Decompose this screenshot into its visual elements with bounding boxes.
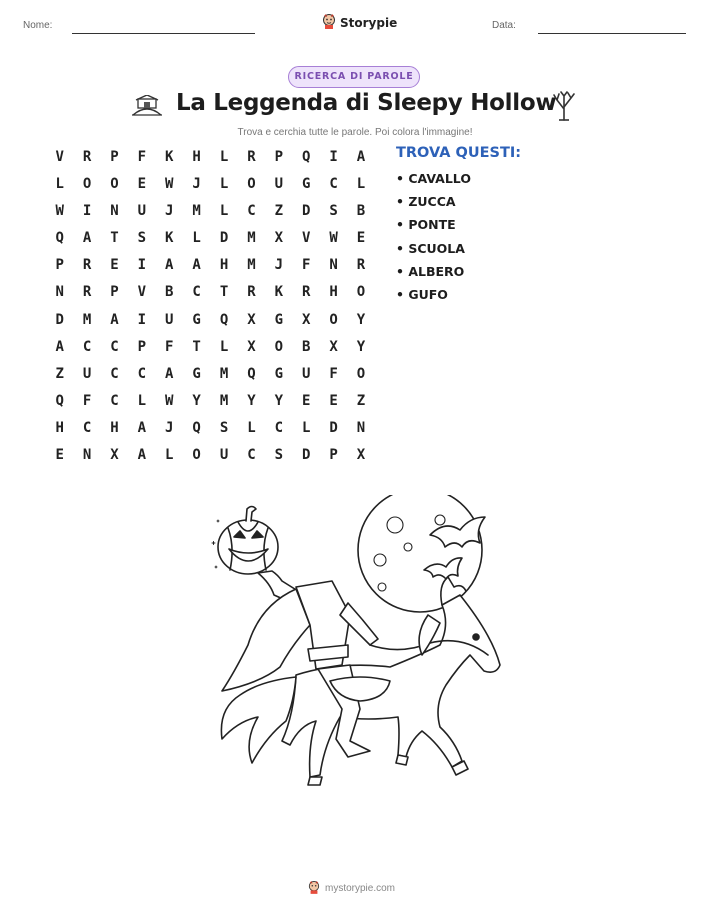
grid-letter[interactable]: G	[192, 311, 201, 328]
grid-letter[interactable]: G	[192, 365, 201, 382]
grid-letter[interactable]: V	[137, 284, 147, 301]
grid-letter[interactable]: O	[356, 284, 366, 301]
grid-letter[interactable]: C	[82, 338, 92, 355]
grid-letter[interactable]: J	[274, 257, 284, 274]
grid-letter[interactable]: R	[82, 284, 92, 301]
grid-letter[interactable]: J	[165, 419, 174, 436]
grid-letter[interactable]: N	[356, 419, 366, 436]
grid-letter[interactable]: U	[219, 447, 229, 464]
grid-letter[interactable]: A	[137, 419, 147, 436]
grid-letter[interactable]: L	[55, 176, 64, 193]
grid-letter[interactable]: Q	[247, 365, 256, 382]
brand-name: Storypie	[340, 15, 398, 30]
grid-letter[interactable]: G	[274, 311, 284, 328]
grid-letter[interactable]: A	[165, 365, 174, 382]
grid-letter[interactable]: C	[82, 419, 92, 436]
grid-letter[interactable]: A	[165, 257, 174, 274]
grid-letter[interactable]: U	[301, 365, 311, 382]
worksheet-type-badge: RICERCA DI PAROLE	[288, 66, 420, 88]
grid-letter[interactable]: A	[82, 230, 92, 247]
grid-row	[46, 420, 375, 447]
grid-row	[46, 393, 375, 420]
page-title: La Leggenda di Sleepy Hollow	[176, 90, 557, 116]
grid-letter[interactable]: M	[247, 230, 256, 247]
grid-letter[interactable]: L	[137, 392, 147, 409]
grid-letter[interactable]: X	[247, 338, 256, 355]
grid-letter[interactable]: X	[356, 447, 366, 464]
word-list-item: • SCUOLA	[396, 240, 465, 256]
grid-letter[interactable]: N	[82, 447, 92, 464]
grid-letter[interactable]: K	[165, 230, 174, 247]
grid-letter[interactable]: D	[219, 230, 229, 247]
grid-row	[46, 284, 375, 311]
grid-letter[interactable]: C	[274, 419, 284, 436]
grid-letter[interactable]: Y	[192, 392, 201, 409]
grid-letter[interactable]: W	[165, 176, 174, 193]
grid-letter[interactable]: J	[165, 203, 174, 220]
grid-letter[interactable]: H	[55, 419, 64, 436]
grid-letter[interactable]: B	[165, 284, 174, 301]
footer	[308, 880, 395, 897]
word-list-item: • PONTE	[396, 217, 456, 233]
grid-letter[interactable]: V	[301, 230, 311, 247]
grid-letter[interactable]: P	[110, 149, 119, 165]
grid-letter[interactable]: F	[137, 149, 147, 165]
grid-letter[interactable]: E	[137, 176, 147, 193]
word-list-item: • GUFO	[396, 286, 448, 302]
grid-letter[interactable]: L	[301, 419, 311, 436]
grid-letter[interactable]: A	[137, 447, 147, 464]
grid-letter[interactable]: G	[274, 365, 284, 382]
grid-letter[interactable]: S	[329, 203, 338, 220]
word-search-grid[interactable]	[46, 149, 375, 474]
jack-o-lantern-icon	[218, 507, 278, 575]
brand-logo	[322, 13, 397, 32]
grid-letter[interactable]: Z	[356, 392, 366, 409]
grid-letter[interactable]: F	[82, 392, 92, 409]
grid-letter[interactable]: W	[165, 392, 174, 409]
grid-letter[interactable]: H	[329, 284, 338, 301]
grid-letter[interactable]: H	[110, 419, 119, 436]
grid-row	[46, 257, 375, 284]
grid-letter[interactable]: C	[110, 392, 119, 409]
grid-letter[interactable]: M	[82, 311, 92, 328]
grid-letter[interactable]: P	[55, 257, 64, 274]
grid-letter[interactable]: S	[219, 419, 229, 436]
grid-letter[interactable]: R	[356, 257, 366, 274]
grid-row	[46, 447, 375, 474]
grid-letter[interactable]: I	[137, 257, 147, 274]
grid-letter[interactable]: Y	[356, 338, 366, 355]
grid-letter[interactable]: L	[219, 203, 229, 220]
grid-letter[interactable]: C	[247, 203, 256, 220]
grid-letter[interactable]: E	[110, 257, 119, 274]
grid-row	[46, 203, 375, 230]
grid-letter[interactable]: O	[247, 176, 256, 193]
grid-letter[interactable]: L	[219, 176, 229, 193]
grid-letter[interactable]: B	[356, 203, 366, 220]
grid-letter[interactable]: F	[165, 338, 174, 355]
grid-letter[interactable]: G	[301, 176, 311, 193]
grid-letter[interactable]: A	[192, 257, 201, 274]
grid-letter[interactable]: L	[247, 419, 256, 436]
grid-letter[interactable]: S	[274, 447, 284, 464]
grid-letter[interactable]: C	[329, 176, 338, 193]
grid-letter[interactable]: X	[247, 311, 256, 328]
grid-letter[interactable]: Q	[219, 311, 229, 328]
grid-letter[interactable]: D	[301, 447, 311, 464]
grid-letter[interactable]: P	[274, 149, 284, 165]
bare-tree-icon	[550, 91, 578, 125]
grid-letter[interactable]: L	[192, 230, 201, 247]
date-line	[538, 33, 686, 34]
grid-letter[interactable]: R	[82, 149, 92, 165]
instructions: Trova e cerchia tutte le parole. Poi colora l'immagine!	[237, 127, 473, 138]
grid-letter[interactable]: E	[301, 392, 311, 409]
grid-letter[interactable]: F	[329, 365, 338, 382]
storypie-mascot-icon	[308, 880, 320, 897]
grid-letter[interactable]: I	[82, 203, 92, 220]
grid-letter[interactable]: E	[356, 230, 366, 247]
grid-letter[interactable]: F	[301, 257, 311, 274]
grid-letter[interactable]: R	[247, 284, 256, 301]
grid-letter[interactable]: P	[137, 338, 147, 355]
grid-letter[interactable]: E	[329, 392, 338, 409]
grid-letter[interactable]: H	[192, 149, 201, 165]
grid-letter[interactable]: A	[55, 338, 64, 355]
headless-horseman-coloring-illustration	[200, 495, 520, 799]
footer-url[interactable]: mystorypie.com	[325, 883, 396, 894]
grid-letter[interactable]: C	[110, 365, 119, 382]
grid-letter[interactable]: U	[274, 176, 284, 193]
grid-letter[interactable]: Q	[192, 419, 201, 436]
word-list-item: • ZUCCA	[396, 194, 456, 210]
grid-letter[interactable]: O	[192, 447, 201, 464]
grid-letter[interactable]: C	[137, 365, 147, 382]
grid-letter[interactable]: E	[55, 447, 64, 464]
grid-letter[interactable]: S	[137, 230, 147, 247]
grid-letter[interactable]: R	[301, 284, 311, 301]
grid-letter[interactable]: C	[192, 284, 201, 301]
grid-letter[interactable]: Q	[55, 230, 64, 247]
date-label: Data:	[492, 20, 516, 31]
grid-letter[interactable]: M	[247, 257, 256, 274]
storypie-mascot-icon	[322, 13, 336, 32]
grid-letter[interactable]: Y	[274, 392, 284, 409]
name-label: Nome:	[23, 20, 53, 31]
grid-row	[46, 149, 375, 176]
grid-letter[interactable]: Y	[247, 392, 256, 409]
grid-letter[interactable]: K	[165, 149, 174, 165]
grid-letter[interactable]: V	[55, 149, 64, 165]
grid-letter[interactable]: O	[274, 338, 284, 355]
grid-letter[interactable]: O	[329, 311, 338, 328]
grid-letter[interactable]: M	[192, 203, 201, 220]
grid-letter[interactable]: H	[219, 257, 229, 274]
word-list-title: TROVA QUESTI:	[396, 145, 522, 161]
grid-letter[interactable]: L	[165, 447, 174, 464]
grid-letter[interactable]: P	[110, 284, 119, 301]
grid-letter[interactable]: L	[356, 176, 366, 193]
grid-letter[interactable]: W	[329, 230, 338, 247]
grid-letter[interactable]: O	[82, 176, 92, 193]
grid-row	[46, 176, 375, 203]
grid-letter[interactable]: D	[329, 419, 338, 436]
grid-letter[interactable]: T	[192, 338, 201, 355]
grid-letter[interactable]: Q	[55, 392, 64, 409]
covered-bridge-icon	[131, 95, 163, 121]
grid-letter[interactable]: P	[329, 447, 338, 464]
grid-letter[interactable]: Q	[301, 149, 311, 165]
grid-letter[interactable]: Z	[55, 365, 64, 382]
name-line	[72, 33, 255, 34]
grid-letter[interactable]: X	[274, 230, 284, 247]
grid-letter[interactable]: Z	[274, 203, 284, 220]
grid-letter[interactable]: W	[55, 203, 64, 220]
grid-letter[interactable]: J	[192, 176, 201, 193]
grid-letter[interactable]: A	[110, 311, 119, 328]
grid-letter[interactable]: U	[137, 203, 147, 220]
grid-letter[interactable]: T	[219, 284, 229, 301]
grid-letter[interactable]: D	[301, 203, 311, 220]
grid-letter[interactable]: X	[329, 338, 338, 355]
word-list-item: • CAVALLO	[396, 171, 471, 186]
grid-letter[interactable]: D	[55, 311, 64, 328]
grid-letter[interactable]: C	[110, 338, 119, 355]
word-list-item: • ALBERO	[396, 263, 465, 279]
grid-letter[interactable]: N	[110, 203, 119, 220]
grid-letter[interactable]: X	[110, 447, 119, 464]
grid-letter[interactable]: M	[219, 365, 229, 382]
grid-letter[interactable]: T	[110, 230, 119, 247]
grid-letter[interactable]: X	[301, 311, 311, 328]
grid-letter[interactable]: K	[274, 284, 284, 301]
grid-letter[interactable]: A	[356, 149, 366, 165]
grid-letter[interactable]: O	[356, 365, 366, 382]
grid-letter[interactable]: N	[55, 284, 64, 301]
grid-letter[interactable]: R	[247, 149, 256, 165]
grid-letter[interactable]: B	[301, 338, 311, 355]
grid-letter[interactable]: O	[110, 176, 119, 193]
grid-letter[interactable]: U	[165, 311, 174, 328]
grid-row	[46, 366, 375, 393]
grid-row	[46, 339, 375, 366]
grid-row	[46, 230, 375, 257]
grid-letter[interactable]: L	[219, 338, 229, 355]
grid-letter[interactable]: L	[219, 149, 229, 165]
grid-letter[interactable]: R	[82, 257, 92, 274]
grid-letter[interactable]: I	[329, 149, 338, 165]
grid-letter[interactable]: C	[247, 447, 256, 464]
grid-row	[46, 312, 375, 339]
grid-letter[interactable]: M	[219, 392, 229, 409]
word-list	[396, 171, 471, 310]
grid-letter[interactable]: I	[137, 311, 147, 328]
grid-letter[interactable]: N	[329, 257, 338, 274]
grid-letter[interactable]: Y	[356, 311, 366, 328]
moon-icon	[358, 495, 482, 612]
grid-letter[interactable]: U	[82, 365, 92, 382]
